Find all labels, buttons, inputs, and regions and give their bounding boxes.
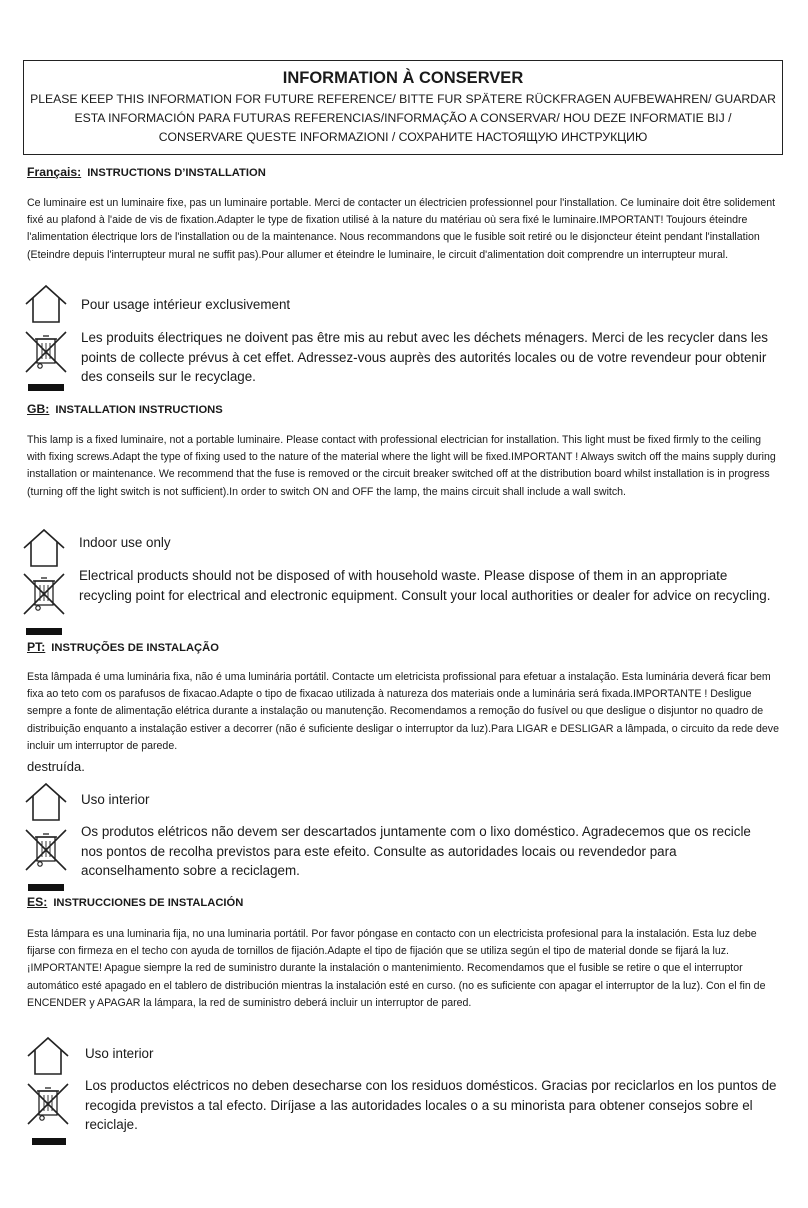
section-lang-fr: Français: — [27, 165, 82, 179]
house-icon — [24, 284, 68, 324]
section-lang-pt: PT: — [27, 640, 46, 654]
section-heading-pt — [27, 640, 219, 654]
header-subtitle-line-3: CONSERVARE QUESTE INFORMAZIONI / СОХРАНИТЕ НАСТОЯЩУЮ ИНСТРУКЦИЮ — [158, 130, 648, 144]
header-subtitle-line-1: PLEASE KEEP THIS INFORMATION FOR FUTURE REFERENCE/ BITTE FUR SPÄTERE RÜCKFRAGEN AUFBEWAHREN/ GUARDAR — [30, 92, 776, 106]
crossed-out-wheelie-bin-icon — [24, 330, 68, 392]
recycle-text-fr: Les produits électriques ne doivent pas être mis au rebut avec les déchets ménagers. Merci de les recycler dans les points de collecte prévus à cet effet. Adressez-vous auprès des autorités locales ou de votre revendeur pour obtenir des conseils sur le recyclage. — [81, 330, 768, 384]
section-title-gb: INSTALLATION INSTRUCTIONS — [55, 404, 223, 416]
header-subtitle-line-2: ESTA INFORMACIÓN PARA FUTURAS REFERENCIAS/INFORMAÇÃO A CONSERVAR/ HOU DEZE INFORMATIE BIJ / — [74, 111, 732, 125]
section-heading-gb — [27, 402, 223, 416]
crossed-out-wheelie-bin-icon — [24, 828, 68, 892]
section-heading-es — [27, 895, 243, 909]
section-lang-es: ES: — [27, 895, 48, 909]
recycle-text-pt: Os produtos elétricos não devem ser descartados juntamente com o lixo doméstico. Agradecemos que os recicle nos pontos de recolha previstos para este efeito. Consulte as autoridades locais ou revendedor para aconselhamento sobre a reciclagem. — [81, 824, 751, 878]
crossed-out-wheelie-bin-icon — [26, 1082, 70, 1148]
recycle-text-es: Los productos eléctricos no deben desecharse con los residuos domésticos. Gracias por reciclarlos en los puntos de recogida previstos a tal efecto. Diríjase a las autoridades locales o a su minorista para obtener consejos sobre el reciclaje. — [85, 1078, 777, 1132]
indoor-use-text-pt: Uso interior — [81, 792, 150, 807]
section-title-fr: INSTRUCTIONS D’INSTALLATION — [87, 167, 266, 179]
indoor-use-text-es: Uso interior — [85, 1046, 154, 1061]
section-extra-pt: destruída. — [27, 759, 85, 774]
section-body-gb: This lamp is a fixed luminaire, not a portable luminaire. Please contact with professional electrician for installation. This light must be fixed firmly to the ceiling with fixing screws.Adapt the type of fixing used to the nature of the material where the light will be fixed.IMPORTANT ! Always switch off the mains supply during installation or maintenance. We recommend that the fuse is removed or the circuit breaker switched off at the distribution board whilst installation is in progress (turning off the light switch is not sufficient).In order to switch ON and OFF the lamp, the mains circuit shall include a wall switch. — [27, 434, 776, 498]
section-body-es: Esta lámpara es una luminaria fija, no una luminaria portátil. Por favor póngase en contacto con un electricista profesional para la instalación. Esta luz debe fijarse con firmeza en el techo con ayuda de tornillos de fijación.Adapte el tipo de fijación que se utiliza según el tipo de material donde se fijará la luz. ¡IMPORTANTE! Apague siempre la red de suministro durante la instalación o mantenimiento. Recomendamos que el fusible se retire o que el interruptor automático esté apagado en el tablero de distribución mientras la instalación esté en curso. (no es suficiente con apagar el interruptor de la luz). Con el fin de ENCENDER y APAGAR la lámpara, la red de suministro deberá incluir un interruptor de pared. — [27, 928, 766, 1009]
section-body-fr: Ce luminaire est un luminaire fixe, pas un luminaire portable. Merci de contacter un électricien professionnel pour l'installation. Ce luminaire doit être solidement fixé au plafond à l'aide de vis de fixation.Adapter le type de fixation utilisé à la nature du matériau où sera fixé le luminaire.IMPORTANT! Toujours éteindre l'alimentation électrique lors de l'installation ou de la maintenance. Nous recommandons que le fusible soit retiré ou le disjoncteur éteint pendant l'installation (Eteindre depuis l'interrupteur mural ne suffit pas).Pour allumer et éteindre le luminaire, le circuit d'alimentation doit comprendre un interrupteur mural. — [27, 197, 776, 261]
house-icon — [24, 782, 68, 822]
section-body-pt: Esta lâmpada é uma luminária fixa, não é uma luminária portátil. Contacte um eletricista profissional para efetuar a instalação. Esta luminária deverá ficar bem fixa ao teto com os parafusos de fixacao.Adapte o tipo de fixacao utilizada à natureza dos materiais onde a luminária será fixada.IMPORTANTE ! Desligue sempre a fonte de alimentação elétrica durante a instalação ou manutenção. Recomendamos a remoção do fusível ou que desligue o disjuntor no quadro de distribuição enquanto a instalação estiver a decorrer (não é suficiente desligar o interruptor da luz).Para LIGAR e DESLIGAR a lâmpada, o circuito da rede deve incluir um interruptor de parede. — [27, 671, 779, 752]
indoor-use-text-fr: Pour usage intérieur exclusivement — [81, 297, 291, 312]
section-heading-fr — [27, 165, 266, 179]
header-box — [23, 60, 783, 155]
crossed-out-wheelie-bin-icon — [22, 572, 66, 636]
house-icon — [26, 1036, 70, 1076]
house-icon — [22, 528, 66, 568]
recycle-text-gb: Electrical products should not be disposed of with household waste. Please dispose of them in an appropriate recycling point for electrical and electronic equipment. Consult your local authorities or dealer for advice on recycling. — [79, 568, 771, 603]
header-subtitle — [24, 90, 782, 147]
section-title-pt: INSTRUÇÕES DE INSTALAÇÃO — [51, 642, 219, 654]
section-lang-gb: GB: — [27, 402, 50, 416]
indoor-use-text-gb: Indoor use only — [79, 535, 171, 550]
header-title: INFORMATION À CONSERVER — [282, 69, 524, 87]
section-title-es: INSTRUCCIONES DE INSTALACIÓN — [53, 897, 244, 909]
